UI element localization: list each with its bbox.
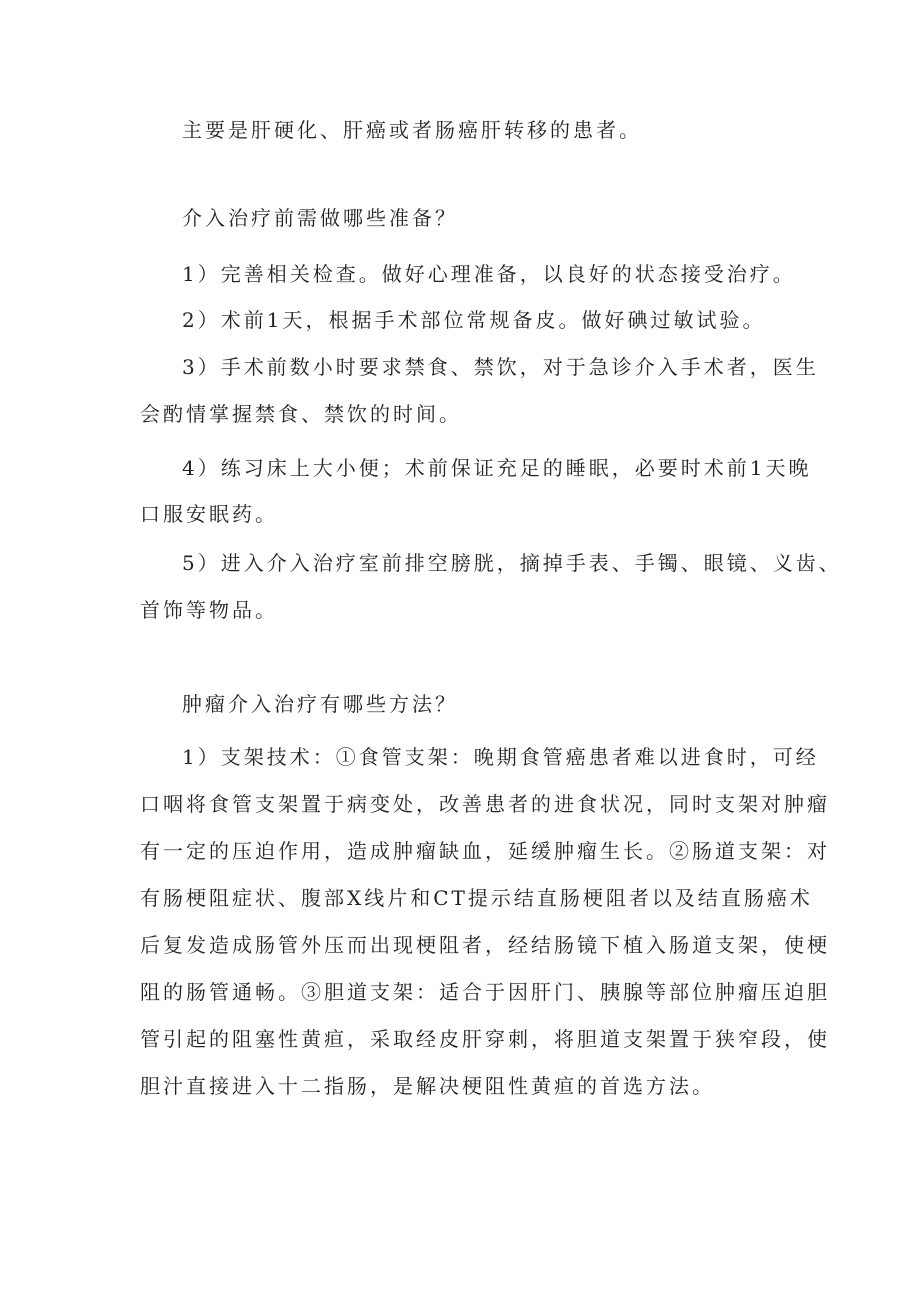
methods-paragraph-line-6: 阻的肠管通畅。③胆道支架：适合于因肝门、胰腺等部位肿瘤压迫胆 [140, 980, 830, 1004]
section-heading-preparation: 介入治疗前需做哪些准备？ [182, 206, 458, 230]
prep-item-2-line-1: 2）术前1天，根据手术部位常规备皮。做好碘过敏试验。 [182, 308, 766, 332]
prep-item-1-line-1: 1）完善相关检查。做好心理准备，以良好的状态接受治疗。 [182, 262, 796, 286]
methods-paragraph-line-1: 1）支架技术：①食管支架：晚期食管癌患者难以进食时，可经 [182, 745, 819, 769]
intro-paragraph: 主要是肝硬化、肝癌或者肠癌肝转移的患者。 [182, 118, 642, 142]
prep-item-3-line-2: 会酌情掌握禁食、禁饮的时间。 [140, 402, 462, 426]
methods-paragraph-line-3: 有一定的压迫作用，造成肿瘤缺血，延缓肿瘤生长。②肠道支架：对 [140, 839, 830, 863]
prep-item-3-line-1: 3）手术前数小时要求禁食、禁饮，对于急诊介入手术者，医生 [182, 355, 819, 379]
prep-item-4-line-1: 4）练习床上大小便；术前保证充足的睡眠，必要时术前1天晚 [182, 456, 812, 480]
methods-paragraph-line-2: 口咽将食管支架置于病变处，改善患者的进食状况，同时支架对肿瘤 [140, 792, 830, 816]
methods-paragraph-line-5: 后复发造成肠管外压而出现梗阻者，经结肠镜下植入肠道支架，使梗 [140, 933, 830, 957]
prep-item-5-line-1: 5）进入介入治疗室前排空膀胱，摘掉手表、手镯、眼镜、义齿、 [182, 551, 842, 575]
methods-paragraph-line-8: 胆汁直接进入十二指肠，是解决梗阻性黄疸的首选方法。 [140, 1074, 715, 1098]
section-heading-methods: 肿瘤介入治疗有哪些方法？ [182, 692, 458, 716]
prep-item-5-line-2: 首饰等物品。 [140, 598, 278, 622]
methods-paragraph-line-7: 管引起的阻塞性黄疸，采取经皮肝穿刺，将胆道支架置于狭窄段，使 [140, 1027, 830, 1051]
prep-item-4-line-2: 口服安眠药。 [140, 502, 278, 526]
methods-paragraph-line-4: 有肠梗阻症状、腹部X线片和CT提示结直肠梗阻者以及结直肠癌术 [140, 886, 813, 910]
